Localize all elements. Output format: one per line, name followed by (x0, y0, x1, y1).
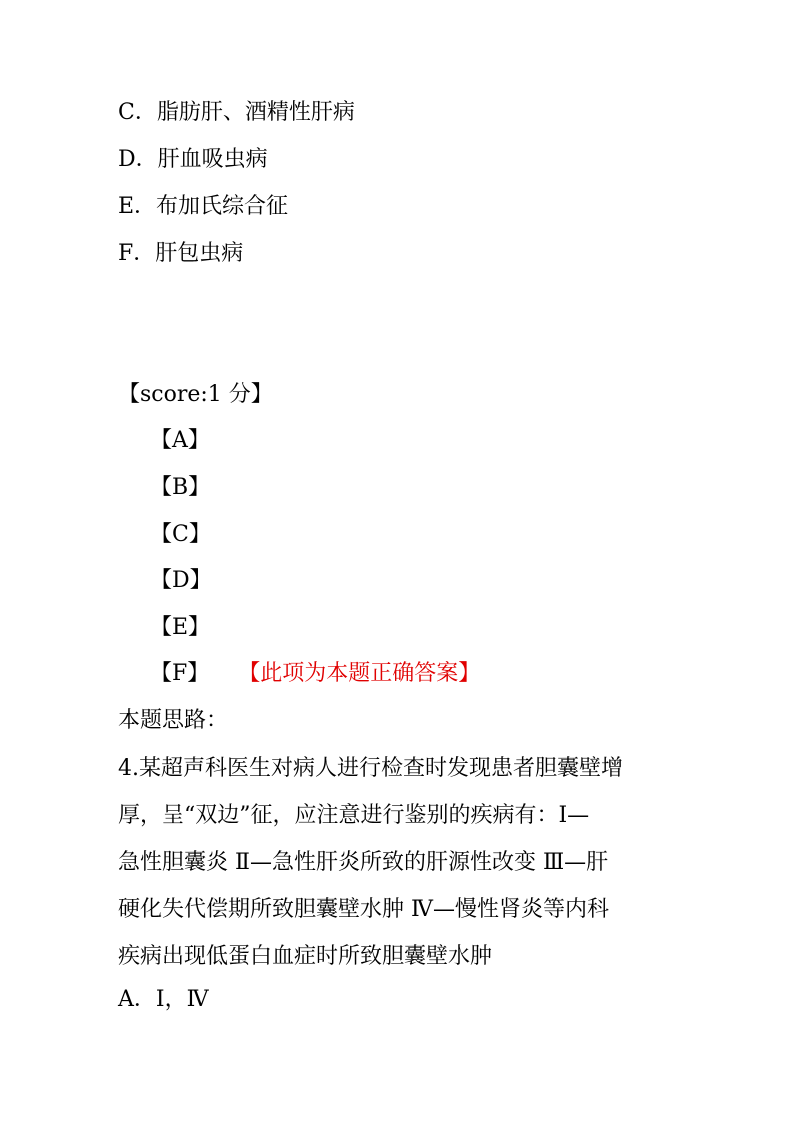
score-label: 【score:1 分】 (118, 382, 273, 407)
answer-choice-e: 【E】 (150, 615, 211, 640)
answer-choice-b: 【B】 (150, 475, 211, 500)
answer-choice-f-row (150, 659, 480, 689)
prev-option-f: F．肝包虫病 (118, 241, 244, 266)
answer-choice-f: 【F】 (150, 661, 210, 686)
question-line: 急性胆囊炎 Ⅱ—急性肝炎所致的肝源性改变 Ⅲ—肝 (118, 850, 609, 875)
question-text (118, 745, 678, 980)
question-line: 厚，呈“双边”征，应注意进行鉴别的疾病有：Ⅰ— (118, 803, 590, 828)
prev-option-d: D．肝血吸虫病 (118, 147, 268, 172)
answer-choice-d: 【D】 (150, 568, 212, 593)
question-line: 4.某超声科医生对病人进行检查时发现患者胆囊壁增 (118, 756, 623, 781)
correct-answer-tag: 【此项为本题正确答案】 (249, 661, 481, 686)
question-option-a: A．Ⅰ，Ⅳ (118, 987, 209, 1012)
answer-choice-a: 【A】 (150, 428, 210, 453)
answer-choice-c: 【C】 (150, 522, 211, 547)
prev-option-e: E．布加氏综合征 (118, 194, 289, 219)
explanation-label: 本题思路： (118, 708, 229, 733)
question-line: 疾病出现低蛋白血症时所致胆囊壁水肿 (118, 944, 493, 969)
question-line: 硬化失代偿期所致胆囊壁水肿 Ⅳ—慢性肾炎等内科 (118, 897, 609, 922)
prev-option-c: C．脂肪肝、酒精性肝病 (118, 100, 355, 125)
